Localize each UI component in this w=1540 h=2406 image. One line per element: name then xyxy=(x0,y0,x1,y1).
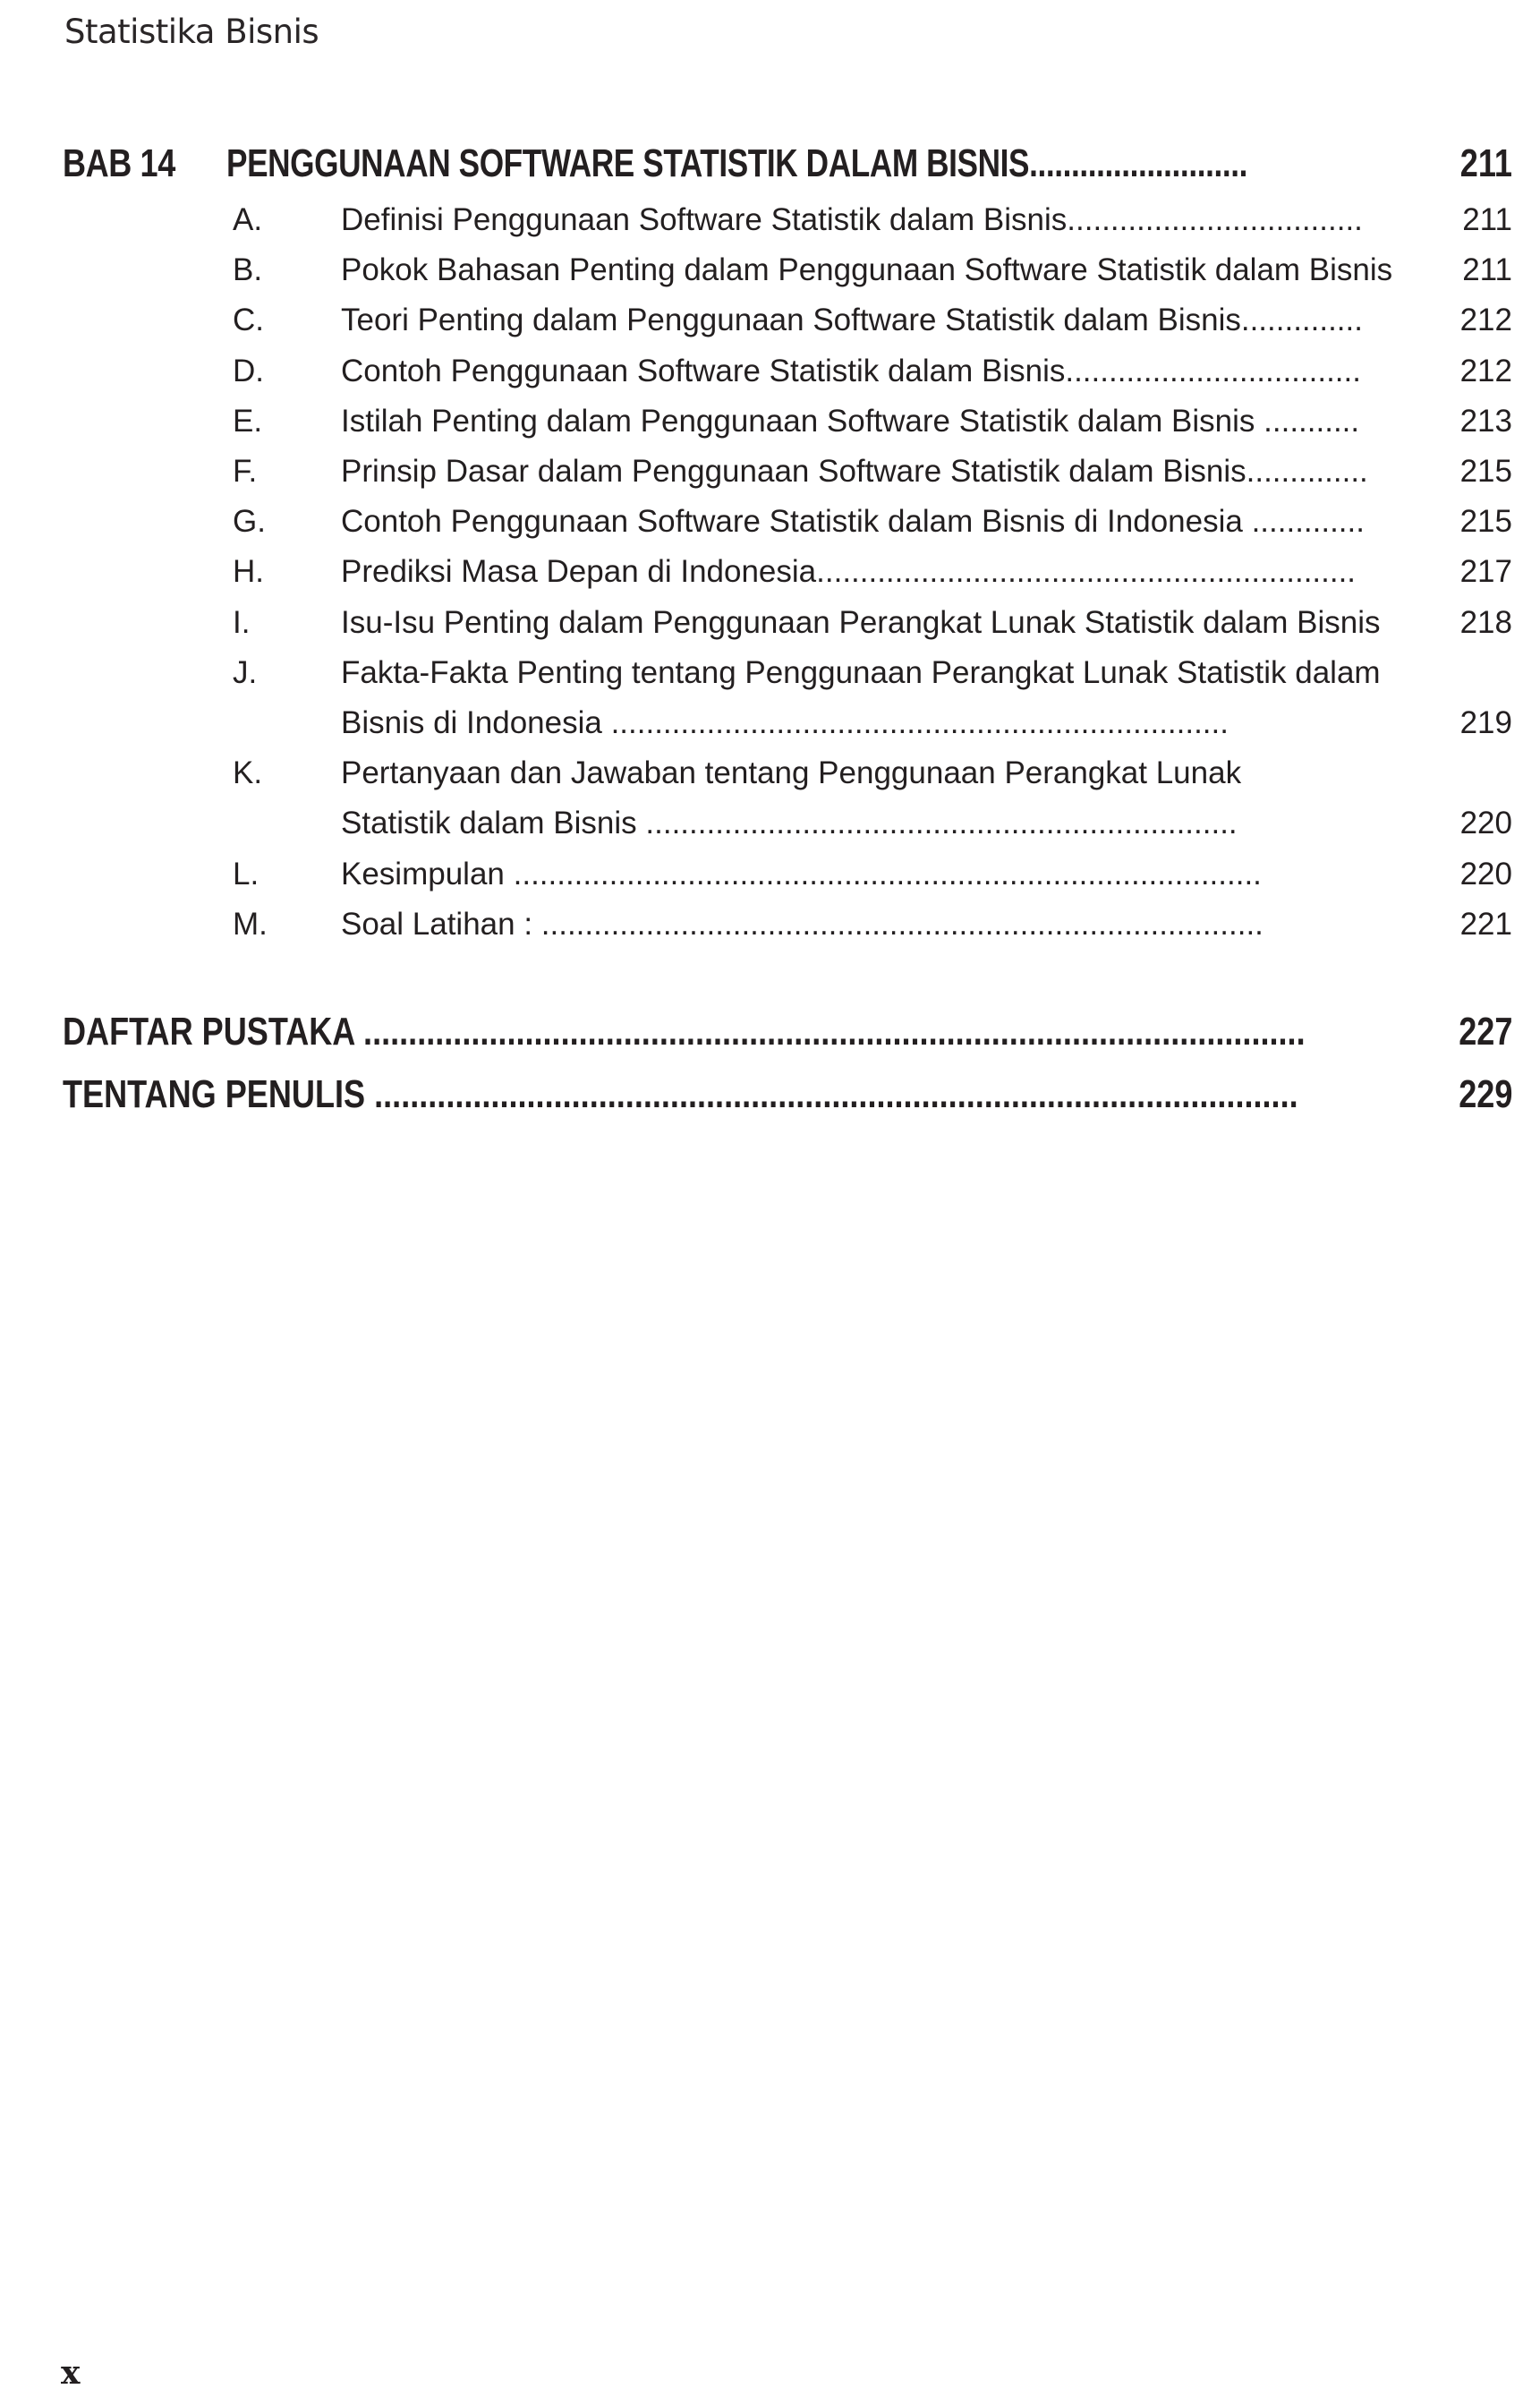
chapter-title-text: PENGGUNAAN SOFTWARE STATISTIK DALAM BISNIS xyxy=(226,141,1030,185)
entry-page-number: 212 xyxy=(1459,354,1512,388)
entry-title: Prinsip Dasar dalam Penggunaan Software Statistik dalam Bisnis xyxy=(341,454,1246,489)
entry-text-container xyxy=(341,806,1375,841)
toc-entry xyxy=(0,504,1540,549)
chapter-heading xyxy=(63,141,1512,195)
entry-leader: .................................. xyxy=(1067,202,1363,237)
toc-entry xyxy=(0,303,1540,347)
entry-text-container xyxy=(341,303,1375,338)
toc-entry xyxy=(0,252,1540,297)
entry-page-number: 221 xyxy=(1459,907,1512,942)
toc-entry xyxy=(0,655,1540,700)
entry-letter: G. xyxy=(233,504,266,539)
entry-text-container xyxy=(341,857,1375,892)
entry-text-container xyxy=(341,605,1381,641)
toc-entry xyxy=(0,605,1540,650)
toc-entry xyxy=(0,907,1540,951)
toc-entry xyxy=(0,354,1540,398)
entry-letter: M. xyxy=(233,907,268,942)
back-matter-page-number: 229 xyxy=(1458,1072,1512,1116)
entry-text-container xyxy=(341,354,1375,389)
entry-letter: B. xyxy=(233,252,263,287)
entry-text-container xyxy=(341,202,1375,238)
entry-letter: C. xyxy=(233,303,264,337)
entry-leader: .............. xyxy=(1246,454,1368,489)
entry-page-number: 211 xyxy=(1462,252,1512,287)
back-matter-entry xyxy=(63,1072,1512,1126)
toc-entry xyxy=(0,202,1540,247)
entry-title: Pertanyaan dan Jawaban tentang Penggunaan Perangkat Lunak xyxy=(341,755,1242,790)
entry-text-container xyxy=(341,454,1375,490)
chapter-leader: .......................... xyxy=(1029,141,1247,185)
entry-page-number: 213 xyxy=(1459,404,1512,439)
toc-entry xyxy=(0,705,1540,750)
entry-page-number: 219 xyxy=(1459,705,1512,740)
entry-letter: H. xyxy=(233,554,264,589)
entry-page-number: 220 xyxy=(1459,857,1512,892)
chapter-title xyxy=(226,141,1247,186)
chapter-label: BAB 14 xyxy=(63,141,175,185)
entry-page-number: 217 xyxy=(1459,554,1512,589)
entry-text-container xyxy=(341,504,1375,540)
entry-title: Prediksi Masa Depan di Indonesia xyxy=(341,554,817,589)
entry-letter: L. xyxy=(233,857,260,892)
entry-letter: E. xyxy=(233,404,263,439)
entry-leader: ........... xyxy=(1255,404,1360,439)
entry-title: Isu-Isu Penting dalam Penggunaan Perangkat Lunak Statistik dalam Bisnis xyxy=(341,605,1381,640)
entry-title: Istilah Penting dalam Penggunaan Software Statistik dalam Bisnis xyxy=(341,404,1255,439)
entry-leader: .............................................................. xyxy=(816,554,1357,589)
entry-letter: I. xyxy=(233,605,251,640)
entry-title: Contoh Penggunaan Software Statistik dalam Bisnis xyxy=(341,354,1066,388)
entry-leader: ................................................................................... xyxy=(532,907,1263,942)
toc-entry xyxy=(0,755,1540,800)
entry-page-number: 220 xyxy=(1459,806,1512,840)
entry-letter: F. xyxy=(233,454,258,489)
entry-letter: A. xyxy=(233,202,263,237)
entry-page-number: 215 xyxy=(1459,454,1512,489)
toc-entry xyxy=(0,404,1540,448)
back-matter-label: TENTANG PENULIS xyxy=(63,1072,366,1116)
entry-title: Soal Latihan : xyxy=(341,907,533,942)
toc-entry xyxy=(0,857,1540,901)
entry-leader: .................................. xyxy=(1065,354,1361,388)
toc-entry xyxy=(0,454,1540,499)
back-matter-leader: ....................................................................................................... xyxy=(365,1072,1298,1116)
entry-title: Kesimpulan xyxy=(341,857,505,892)
entry-text-container xyxy=(341,655,1381,691)
entry-title: Statistik dalam Bisnis xyxy=(341,806,637,840)
entry-leader: ...................................................................................... xyxy=(504,857,1262,892)
back-matter-label-container xyxy=(63,1072,1298,1117)
entry-leader: .............. xyxy=(1240,303,1363,337)
entry-text-container xyxy=(341,554,1375,590)
entry-letter: K. xyxy=(233,755,263,790)
entry-leader: ............. xyxy=(1242,504,1365,539)
entry-title: Fakta-Fakta Penting tentang Penggunaan Perangkat Lunak Statistik dalam xyxy=(341,655,1381,690)
back-matter-label-inner xyxy=(63,1010,1374,1054)
entry-page-number: 215 xyxy=(1459,504,1512,539)
page-folio: x xyxy=(61,2354,81,2392)
entry-page-number: 211 xyxy=(1462,202,1512,237)
entry-text-container xyxy=(341,252,1393,288)
entry-title: Contoh Penggunaan Software Statistik dalam Bisnis di Indonesia xyxy=(341,504,1243,539)
back-matter-label: DAFTAR PUSTAKA xyxy=(63,1010,355,1054)
entry-title: Bisnis di Indonesia xyxy=(341,705,602,740)
toc-entry xyxy=(0,554,1540,599)
entry-text-container xyxy=(341,755,1375,791)
back-matter-page-number: 227 xyxy=(1458,1010,1512,1054)
entry-text-container xyxy=(341,907,1375,943)
entry-title: Teori Penting dalam Penggunaan Software Statistik dalam Bisnis xyxy=(341,303,1241,337)
entry-text-container xyxy=(341,404,1375,439)
back-matter-label-container xyxy=(63,1010,1306,1054)
entry-title: Definisi Penggunaan Software Statistik dalam Bisnis xyxy=(341,202,1068,237)
entry-letter: D. xyxy=(233,354,264,388)
entry-page-number: 218 xyxy=(1459,605,1512,640)
entry-leader: ....................................................................... xyxy=(601,705,1229,740)
entry-leader: .................................................................... xyxy=(636,806,1238,840)
chapter-page-number: 211 xyxy=(1459,141,1512,185)
toc-entry xyxy=(0,806,1540,850)
entry-letter: J. xyxy=(233,655,258,690)
back-matter-entry xyxy=(63,1010,1512,1063)
entry-title: Pokok Bahasan Penting dalam Penggunaan Software Statistik dalam Bisnis xyxy=(341,252,1393,287)
back-matter-leader: ......................................................................................................... xyxy=(354,1010,1306,1054)
entry-text-container xyxy=(341,705,1375,741)
entry-page-number: 212 xyxy=(1459,303,1512,337)
running-head: Statistika Bisnis xyxy=(64,13,319,51)
back-matter-label-inner xyxy=(63,1072,1374,1117)
